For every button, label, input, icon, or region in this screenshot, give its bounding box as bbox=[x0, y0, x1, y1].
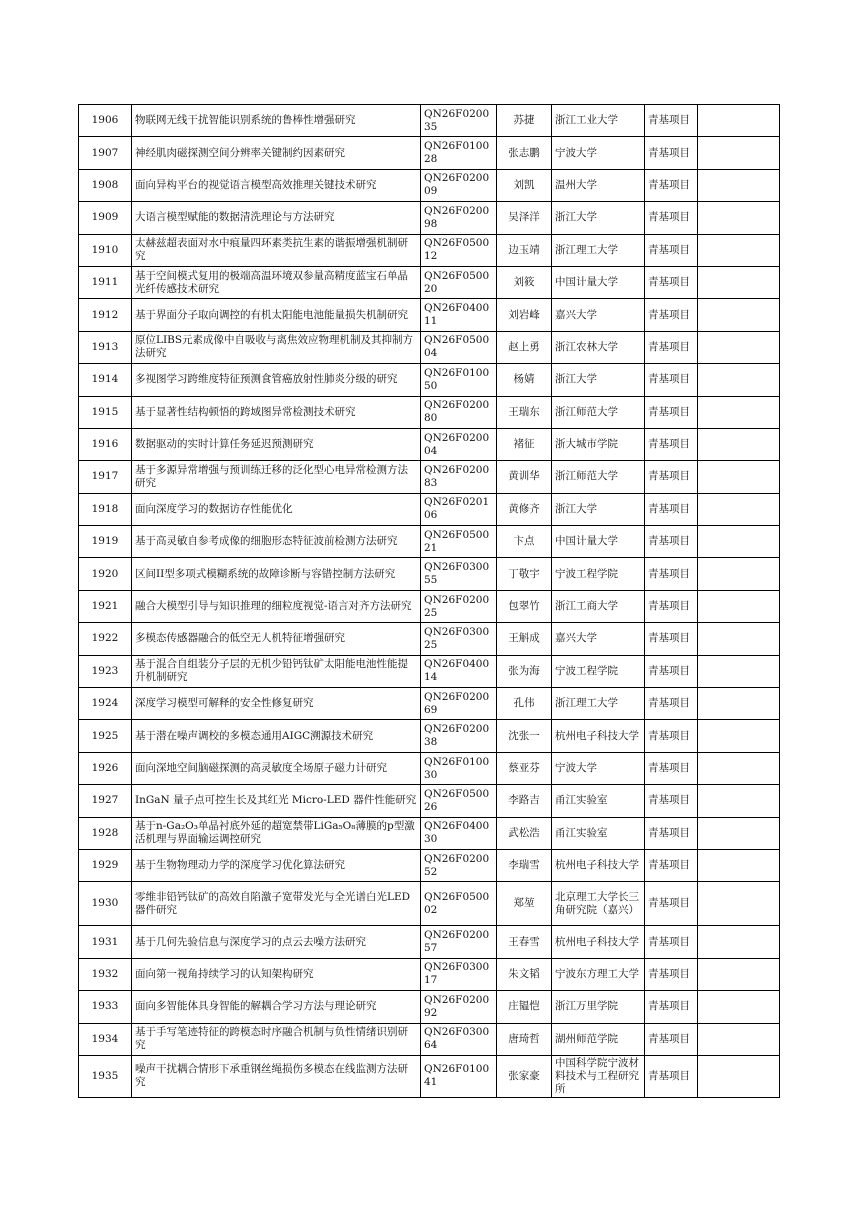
table-row bbox=[79, 169, 780, 201]
applicant-name: 苏捷 bbox=[497, 105, 552, 137]
table-row bbox=[79, 396, 780, 428]
project-type: 青基项目 bbox=[645, 849, 698, 881]
project-code: QN26F020004 bbox=[421, 428, 497, 460]
project-type: 青基项目 bbox=[645, 234, 698, 266]
institution-name: 温州大学 bbox=[552, 169, 645, 201]
institution-name: 嘉兴大学 bbox=[552, 623, 645, 655]
row-number: 1926 bbox=[79, 752, 132, 784]
applicant-name: 蔡亚芬 bbox=[497, 752, 552, 784]
project-type: 青基项目 bbox=[645, 785, 698, 817]
row-number: 1919 bbox=[79, 526, 132, 558]
table-row bbox=[79, 461, 780, 493]
project-type: 青基项目 bbox=[645, 266, 698, 298]
row-number: 1925 bbox=[79, 720, 132, 752]
table-row bbox=[79, 493, 780, 525]
institution-name: 杭州电子科技大学 bbox=[552, 926, 645, 958]
row-number: 1918 bbox=[79, 493, 132, 525]
institution-name: 中国科学院宁波材料技术与工程研究所 bbox=[552, 1055, 645, 1097]
applicant-name: 褚征 bbox=[497, 428, 552, 460]
project-type: 青基项目 bbox=[645, 558, 698, 590]
project-code: QN26F020083 bbox=[421, 461, 497, 493]
project-title: 零维非铅钙钛矿的高效自陷激子宽带发光与全光谱白光LED器件研究 bbox=[132, 882, 421, 926]
empty-cell bbox=[698, 752, 780, 784]
applicant-name: 朱文韬 bbox=[497, 958, 552, 990]
applicant-name: 张家豪 bbox=[497, 1055, 552, 1097]
project-title: 面向深地空间脑磁探测的高灵敏度全场原子磁力计研究 bbox=[132, 752, 421, 784]
table-row bbox=[79, 105, 780, 137]
table-row bbox=[79, 590, 780, 622]
institution-name: 浙江工业大学 bbox=[552, 105, 645, 137]
applicant-name: 杨婧 bbox=[497, 364, 552, 396]
empty-cell bbox=[698, 234, 780, 266]
project-type: 青基项目 bbox=[645, 991, 698, 1023]
project-type: 青基项目 bbox=[645, 623, 698, 655]
project-type: 青基项目 bbox=[645, 137, 698, 169]
project-title: 基于多源异常增强与预训练迁移的泛化型心电异常检测方法研究 bbox=[132, 461, 421, 493]
project-title: 面向深度学习的数据访存性能优化 bbox=[132, 493, 421, 525]
applicant-name: 边玉靖 bbox=[497, 234, 552, 266]
empty-cell bbox=[698, 623, 780, 655]
applicant-name: 郑堃 bbox=[497, 882, 552, 926]
project-title: 融合大模型引导与知识推理的细粒度视觉-语言对齐方法研究 bbox=[132, 590, 421, 622]
row-number: 1920 bbox=[79, 558, 132, 590]
institution-name: 浙江大学 bbox=[552, 364, 645, 396]
project-code: QN26F050026 bbox=[421, 785, 497, 817]
project-title: 深度学习模型可解释的安全性修复研究 bbox=[132, 688, 421, 720]
project-type: 青基项目 bbox=[645, 1055, 698, 1097]
applicant-name: 黄修齐 bbox=[497, 493, 552, 525]
empty-cell bbox=[698, 266, 780, 298]
empty-cell bbox=[698, 720, 780, 752]
empty-cell bbox=[698, 526, 780, 558]
project-code: QN26F020057 bbox=[421, 926, 497, 958]
row-number: 1921 bbox=[79, 590, 132, 622]
applicant-name: 丁敬宇 bbox=[497, 558, 552, 590]
empty-cell bbox=[698, 364, 780, 396]
project-code: QN26F020052 bbox=[421, 849, 497, 881]
applicant-name: 黄训华 bbox=[497, 461, 552, 493]
project-title: 原位LIBS元素成像中自吸收与离焦效应物理机制及其抑制方法研究 bbox=[132, 331, 421, 363]
applicant-name: 包翠竹 bbox=[497, 590, 552, 622]
row-number: 1929 bbox=[79, 849, 132, 881]
project-code: QN26F050002 bbox=[421, 882, 497, 926]
row-number: 1906 bbox=[79, 105, 132, 137]
project-title: 基于n-Ga₂O₃单晶衬底外延的超宽禁带LiGa₅O₈薄膜的p型激活机理与界面输运调控研究 bbox=[132, 817, 421, 849]
table-row bbox=[79, 817, 780, 849]
project-title: 基于界面分子取向调控的有机太阳能电池能量损失机制研究 bbox=[132, 299, 421, 331]
table-row bbox=[79, 266, 780, 298]
institution-name: 浙江师范大学 bbox=[552, 396, 645, 428]
row-number: 1934 bbox=[79, 1023, 132, 1055]
project-title: InGaN 量子点可控生长及其红光 Micro-LED 器件性能研究 bbox=[132, 785, 421, 817]
applicant-name: 武松浩 bbox=[497, 817, 552, 849]
institution-name: 浙大城市学院 bbox=[552, 428, 645, 460]
empty-cell bbox=[698, 688, 780, 720]
table-row bbox=[79, 558, 780, 590]
project-code: QN26F020098 bbox=[421, 202, 497, 234]
applicant-name: 吴泽洋 bbox=[497, 202, 552, 234]
empty-cell bbox=[698, 817, 780, 849]
row-number: 1931 bbox=[79, 926, 132, 958]
project-code: QN26F030055 bbox=[421, 558, 497, 590]
institution-name: 浙江师范大学 bbox=[552, 461, 645, 493]
table-row bbox=[79, 526, 780, 558]
empty-cell bbox=[698, 655, 780, 687]
empty-cell bbox=[698, 849, 780, 881]
empty-cell bbox=[698, 1023, 780, 1055]
project-type: 青基项目 bbox=[645, 882, 698, 926]
table-row bbox=[79, 364, 780, 396]
row-number: 1909 bbox=[79, 202, 132, 234]
applicant-name: 王瑞东 bbox=[497, 396, 552, 428]
table-row bbox=[79, 882, 780, 926]
row-number: 1935 bbox=[79, 1055, 132, 1097]
row-number: 1916 bbox=[79, 428, 132, 460]
project-type: 青基项目 bbox=[645, 720, 698, 752]
table-row bbox=[79, 1055, 780, 1097]
empty-cell bbox=[698, 202, 780, 234]
project-code: QN26F050020 bbox=[421, 266, 497, 298]
project-type: 青基项目 bbox=[645, 331, 698, 363]
project-code: QN26F020080 bbox=[421, 396, 497, 428]
empty-cell bbox=[698, 428, 780, 460]
row-number: 1913 bbox=[79, 331, 132, 363]
applicant-name: 刘筱 bbox=[497, 266, 552, 298]
empty-cell bbox=[698, 1055, 780, 1097]
applicant-name: 张志鹏 bbox=[497, 137, 552, 169]
table-row bbox=[79, 720, 780, 752]
project-code: QN26F010028 bbox=[421, 137, 497, 169]
table-row bbox=[79, 688, 780, 720]
project-type: 青基项目 bbox=[645, 590, 698, 622]
applicant-name: 王斛成 bbox=[497, 623, 552, 655]
institution-name: 湖州师范学院 bbox=[552, 1023, 645, 1055]
applicant-name: 刘凯 bbox=[497, 169, 552, 201]
row-number: 1932 bbox=[79, 958, 132, 990]
row-number: 1927 bbox=[79, 785, 132, 817]
institution-name: 杭州电子科技大学 bbox=[552, 720, 645, 752]
project-type: 青基项目 bbox=[645, 655, 698, 687]
project-title: 基于高灵敏自参考成像的细胞形态特征波前检测方法研究 bbox=[132, 526, 421, 558]
table-row bbox=[79, 926, 780, 958]
row-number: 1928 bbox=[79, 817, 132, 849]
project-code: QN26F010030 bbox=[421, 752, 497, 784]
project-title: 基于潜在噪声调校的多模态通用AIGC溯源技术研究 bbox=[132, 720, 421, 752]
project-code: QN26F050021 bbox=[421, 526, 497, 558]
empty-cell bbox=[698, 331, 780, 363]
applicant-name: 赵上勇 bbox=[497, 331, 552, 363]
row-number: 1917 bbox=[79, 461, 132, 493]
applicant-name: 王春雪 bbox=[497, 926, 552, 958]
row-number: 1922 bbox=[79, 623, 132, 655]
project-code: QN26F020106 bbox=[421, 493, 497, 525]
project-type: 青基项目 bbox=[645, 926, 698, 958]
project-title: 噪声干扰耦合情形下承重钢丝绳损伤多模态在线监测方法研究 bbox=[132, 1055, 421, 1097]
project-title: 大语言模型赋能的数据清洗理论与方法研究 bbox=[132, 202, 421, 234]
project-code: QN26F010041 bbox=[421, 1055, 497, 1097]
empty-cell bbox=[698, 882, 780, 926]
empty-cell bbox=[698, 958, 780, 990]
institution-name: 宁波东方理工大学 bbox=[552, 958, 645, 990]
project-type: 青基项目 bbox=[645, 105, 698, 137]
project-type: 青基项目 bbox=[645, 1023, 698, 1055]
project-title: 神经肌肉磁探测空间分辨率关键制约因素研究 bbox=[132, 137, 421, 169]
project-title: 太赫兹超表面对水中痕量四环素类抗生素的谐振增强机制研究 bbox=[132, 234, 421, 266]
institution-name: 宁波工程学院 bbox=[552, 655, 645, 687]
institution-name: 浙江农林大学 bbox=[552, 331, 645, 363]
empty-cell bbox=[698, 493, 780, 525]
institution-name: 浙江大学 bbox=[552, 202, 645, 234]
project-code: QN26F040014 bbox=[421, 655, 497, 687]
table-row bbox=[79, 849, 780, 881]
project-title: 面向异构平台的视觉语言模型高效推理关键技术研究 bbox=[132, 169, 421, 201]
applicant-name: 张为海 bbox=[497, 655, 552, 687]
row-number: 1912 bbox=[79, 299, 132, 331]
applicant-name: 庄韫恺 bbox=[497, 991, 552, 1023]
empty-cell bbox=[698, 137, 780, 169]
row-number: 1933 bbox=[79, 991, 132, 1023]
project-type: 青基项目 bbox=[645, 752, 698, 784]
project-title: 基于手写笔迹特征的跨模态时序融合机制与负性情绪识别研究 bbox=[132, 1023, 421, 1055]
empty-cell bbox=[698, 558, 780, 590]
institution-name: 杭州电子科技大学 bbox=[552, 849, 645, 881]
row-number: 1924 bbox=[79, 688, 132, 720]
project-code: QN26F020069 bbox=[421, 688, 497, 720]
table-row bbox=[79, 752, 780, 784]
project-code: QN26F020092 bbox=[421, 991, 497, 1023]
project-type: 青基项目 bbox=[645, 817, 698, 849]
institution-name: 北京理工大学长三角研究院（嘉兴） bbox=[552, 882, 645, 926]
empty-cell bbox=[698, 991, 780, 1023]
institution-name: 中国计量大学 bbox=[552, 266, 645, 298]
empty-cell bbox=[698, 926, 780, 958]
row-number: 1923 bbox=[79, 655, 132, 687]
project-table bbox=[78, 104, 780, 1098]
institution-name: 中国计量大学 bbox=[552, 526, 645, 558]
applicant-name: 卞点 bbox=[497, 526, 552, 558]
project-type: 青基项目 bbox=[645, 526, 698, 558]
project-type: 青基项目 bbox=[645, 364, 698, 396]
applicant-name: 刘岩峰 bbox=[497, 299, 552, 331]
institution-name: 宁波大学 bbox=[552, 137, 645, 169]
table-row bbox=[79, 785, 780, 817]
project-type: 青基项目 bbox=[645, 169, 698, 201]
institution-name: 宁波工程学院 bbox=[552, 558, 645, 590]
table-row bbox=[79, 1023, 780, 1055]
project-title: 面向多智能体具身智能的解耦合学习方法与理论研究 bbox=[132, 991, 421, 1023]
project-type: 青基项目 bbox=[645, 958, 698, 990]
institution-name: 浙江万里学院 bbox=[552, 991, 645, 1023]
project-title: 基于混合自组装分子层的无机少铅钙钛矿太阳能电池性能提升机制研究 bbox=[132, 655, 421, 687]
table-row bbox=[79, 331, 780, 363]
project-title: 基于几何先验信息与深度学习的点云去噪方法研究 bbox=[132, 926, 421, 958]
table-row bbox=[79, 137, 780, 169]
project-type: 青基项目 bbox=[645, 202, 698, 234]
project-code: QN26F040030 bbox=[421, 817, 497, 849]
project-title: 多视图学习跨维度特征预测食管癌放射性肺炎分级的研究 bbox=[132, 364, 421, 396]
institution-name: 嘉兴大学 bbox=[552, 299, 645, 331]
project-type: 青基项目 bbox=[645, 396, 698, 428]
project-title: 物联网无线干扰智能识别系统的鲁棒性增强研究 bbox=[132, 105, 421, 137]
project-code: QN26F020009 bbox=[421, 169, 497, 201]
applicant-name: 孔伟 bbox=[497, 688, 552, 720]
project-type: 青基项目 bbox=[645, 299, 698, 331]
project-title: 基于显著性结构顿悟的跨域图异常检测技术研究 bbox=[132, 396, 421, 428]
project-title: 基于生物物理动力学的深度学习优化算法研究 bbox=[132, 849, 421, 881]
empty-cell bbox=[698, 396, 780, 428]
row-number: 1910 bbox=[79, 234, 132, 266]
applicant-name: 唐琦哲 bbox=[497, 1023, 552, 1055]
project-title: 区间II型多项式模糊系统的故障诊断与容错控制方法研究 bbox=[132, 558, 421, 590]
applicant-name: 李瑞雪 bbox=[497, 849, 552, 881]
project-code: QN26F010050 bbox=[421, 364, 497, 396]
table-row bbox=[79, 234, 780, 266]
table-row bbox=[79, 958, 780, 990]
empty-cell bbox=[698, 785, 780, 817]
institution-name: 浙江理工大学 bbox=[552, 688, 645, 720]
institution-name: 浙江工商大学 bbox=[552, 590, 645, 622]
empty-cell bbox=[698, 299, 780, 331]
project-code: QN26F030017 bbox=[421, 958, 497, 990]
row-number: 1911 bbox=[79, 266, 132, 298]
table-body bbox=[79, 105, 780, 1098]
table-row bbox=[79, 623, 780, 655]
project-title: 数据驱动的实时计算任务延迟预测研究 bbox=[132, 428, 421, 460]
empty-cell bbox=[698, 105, 780, 137]
project-title: 多模态传感器融合的低空无人机特征增强研究 bbox=[132, 623, 421, 655]
project-type: 青基项目 bbox=[645, 428, 698, 460]
row-number: 1907 bbox=[79, 137, 132, 169]
table-row bbox=[79, 202, 780, 234]
project-code: QN26F020035 bbox=[421, 105, 497, 137]
empty-cell bbox=[698, 590, 780, 622]
row-number: 1908 bbox=[79, 169, 132, 201]
row-number: 1914 bbox=[79, 364, 132, 396]
project-code: QN26F040011 bbox=[421, 299, 497, 331]
project-code: QN26F050004 bbox=[421, 331, 497, 363]
project-code: QN26F020025 bbox=[421, 590, 497, 622]
table-row bbox=[79, 299, 780, 331]
project-title: 基于空间模式复用的极端高温环境双参量高精度蓝宝石单晶光纤传感技术研究 bbox=[132, 266, 421, 298]
project-type: 青基项目 bbox=[645, 461, 698, 493]
project-code: QN26F030025 bbox=[421, 623, 497, 655]
institution-name: 浙江理工大学 bbox=[552, 234, 645, 266]
institution-name: 甬江实验室 bbox=[552, 785, 645, 817]
project-type: 青基项目 bbox=[645, 493, 698, 525]
table-row bbox=[79, 991, 780, 1023]
applicant-name: 沈张一 bbox=[497, 720, 552, 752]
empty-cell bbox=[698, 169, 780, 201]
project-code: QN26F030064 bbox=[421, 1023, 497, 1055]
row-number: 1915 bbox=[79, 396, 132, 428]
table-row bbox=[79, 655, 780, 687]
project-type: 青基项目 bbox=[645, 688, 698, 720]
institution-name: 宁波大学 bbox=[552, 752, 645, 784]
empty-cell bbox=[698, 461, 780, 493]
row-number: 1930 bbox=[79, 882, 132, 926]
project-title: 面向第一视角持续学习的认知架构研究 bbox=[132, 958, 421, 990]
institution-name: 浙江大学 bbox=[552, 493, 645, 525]
applicant-name: 李路吉 bbox=[497, 785, 552, 817]
project-code: QN26F020038 bbox=[421, 720, 497, 752]
institution-name: 甬江实验室 bbox=[552, 817, 645, 849]
table-row bbox=[79, 428, 780, 460]
project-code: QN26F050012 bbox=[421, 234, 497, 266]
